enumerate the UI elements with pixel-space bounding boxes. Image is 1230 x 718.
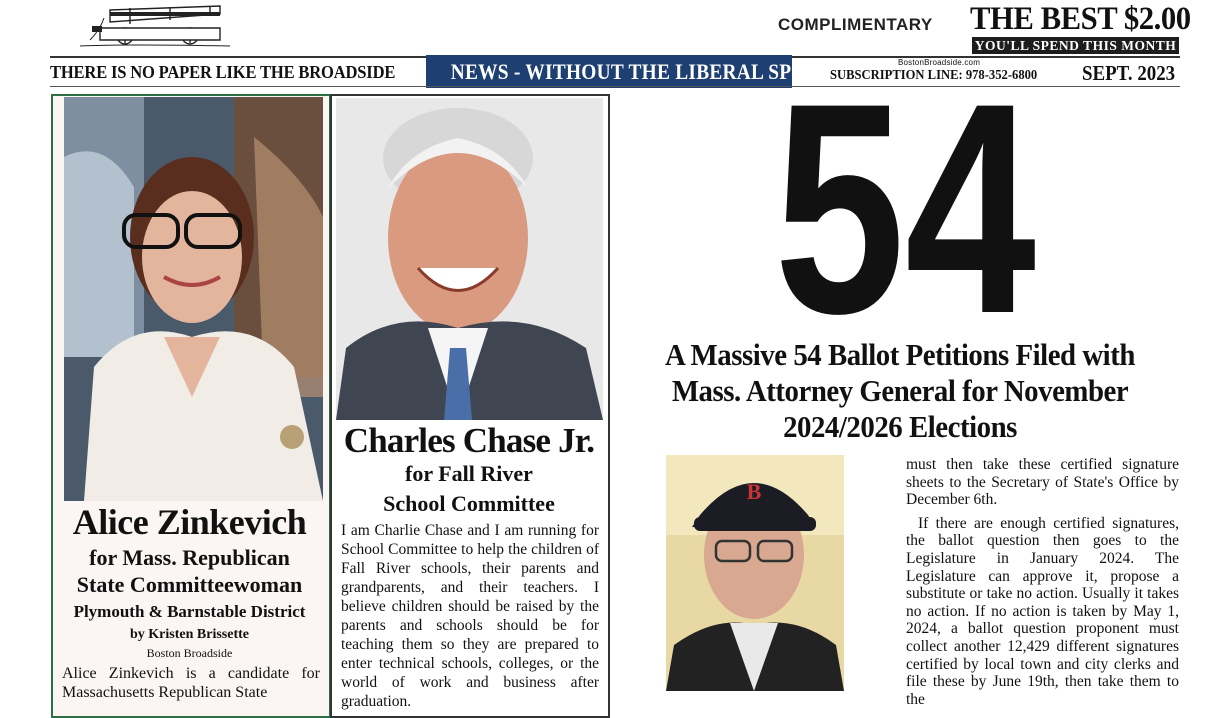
lead-headline bbox=[620, 337, 1180, 445]
lead-story-body bbox=[906, 456, 1179, 708]
big-number-54 bbox=[770, 72, 1040, 342]
alice-district: Plymouth & Barnstable District bbox=[73, 602, 306, 621]
price-subline: YOU'LL SPEND THIS MONTH bbox=[972, 37, 1179, 54]
website-text: BostonBroadside.com bbox=[898, 58, 981, 67]
alice-role-line1: for Mass. Republican bbox=[89, 545, 290, 570]
charles-article-body: I am Charlie Chase and I am running for School Committee to help the children of Fall River schools, their parents and grandparents, and their teachers. I believe children should be raised by the parents and schools should be for teaching them so they are prepared to enter technical schools, colleges, or the world of work and business after graduation. bbox=[341, 522, 599, 710]
big-number-text: 54 bbox=[774, 72, 1038, 342]
lead-headline-text: A Massive 54 Ballot Petitions Filed with Mass. Attorney General for November 2024/2026 Elections bbox=[665, 337, 1135, 444]
charles-role-line2: School Committee bbox=[383, 491, 555, 516]
alice-byline: by Kristen Brissette bbox=[130, 627, 249, 642]
story-paragraph: If there are enough certified signatures, the ballot question then goes to the Legislature in January 2024. The Legislature can approve it, propose a substitute or take no action. Usually it takes no action. If no action is taken by May 1, 2024, a ballot question proponent must collect another 12,429 different signatures certified by local town and city clerks and file these by June 19th, then take them to the bbox=[906, 514, 1179, 708]
news-banner bbox=[426, 55, 814, 88]
alice-name-heading: Alice Zinkevich bbox=[72, 502, 307, 542]
charles-portrait-photo bbox=[336, 98, 603, 420]
paper-tagline: THERE IS NO PAPER LIKE THE BROADSIDE bbox=[50, 62, 396, 82]
charles-role-line1: for Fall River bbox=[405, 461, 533, 486]
alice-portrait-photo bbox=[64, 97, 323, 501]
petitioner-photo bbox=[666, 455, 844, 691]
complimentary-label: COMPLIMENTARY bbox=[778, 15, 933, 34]
charles-name-heading: Charles Chase Jr. bbox=[343, 421, 595, 460]
issue-date: SEPT. 2023 bbox=[1082, 61, 1176, 85]
alice-source: Boston Broadside bbox=[146, 646, 233, 660]
svg-text:B: B bbox=[746, 479, 762, 504]
subscription-line: SUBSCRIPTION LINE: 978-352-6800 bbox=[830, 68, 1038, 83]
price-label: THE BEST $2.00 bbox=[970, 1, 1191, 37]
alice-role-line2: State Committeewoman bbox=[76, 572, 303, 597]
news-banner-text: NEWS - WITHOUT THE LIBERAL SPIN bbox=[450, 59, 814, 84]
alice-article-body: Alice Zinkevich is a candidate for Massachusetts Republican State bbox=[62, 665, 320, 701]
story-paragraph: must then take these certified signature sheets to the Secretary of State's Office by December 6th. bbox=[906, 456, 1179, 509]
cannon-logo-icon bbox=[70, 0, 235, 52]
